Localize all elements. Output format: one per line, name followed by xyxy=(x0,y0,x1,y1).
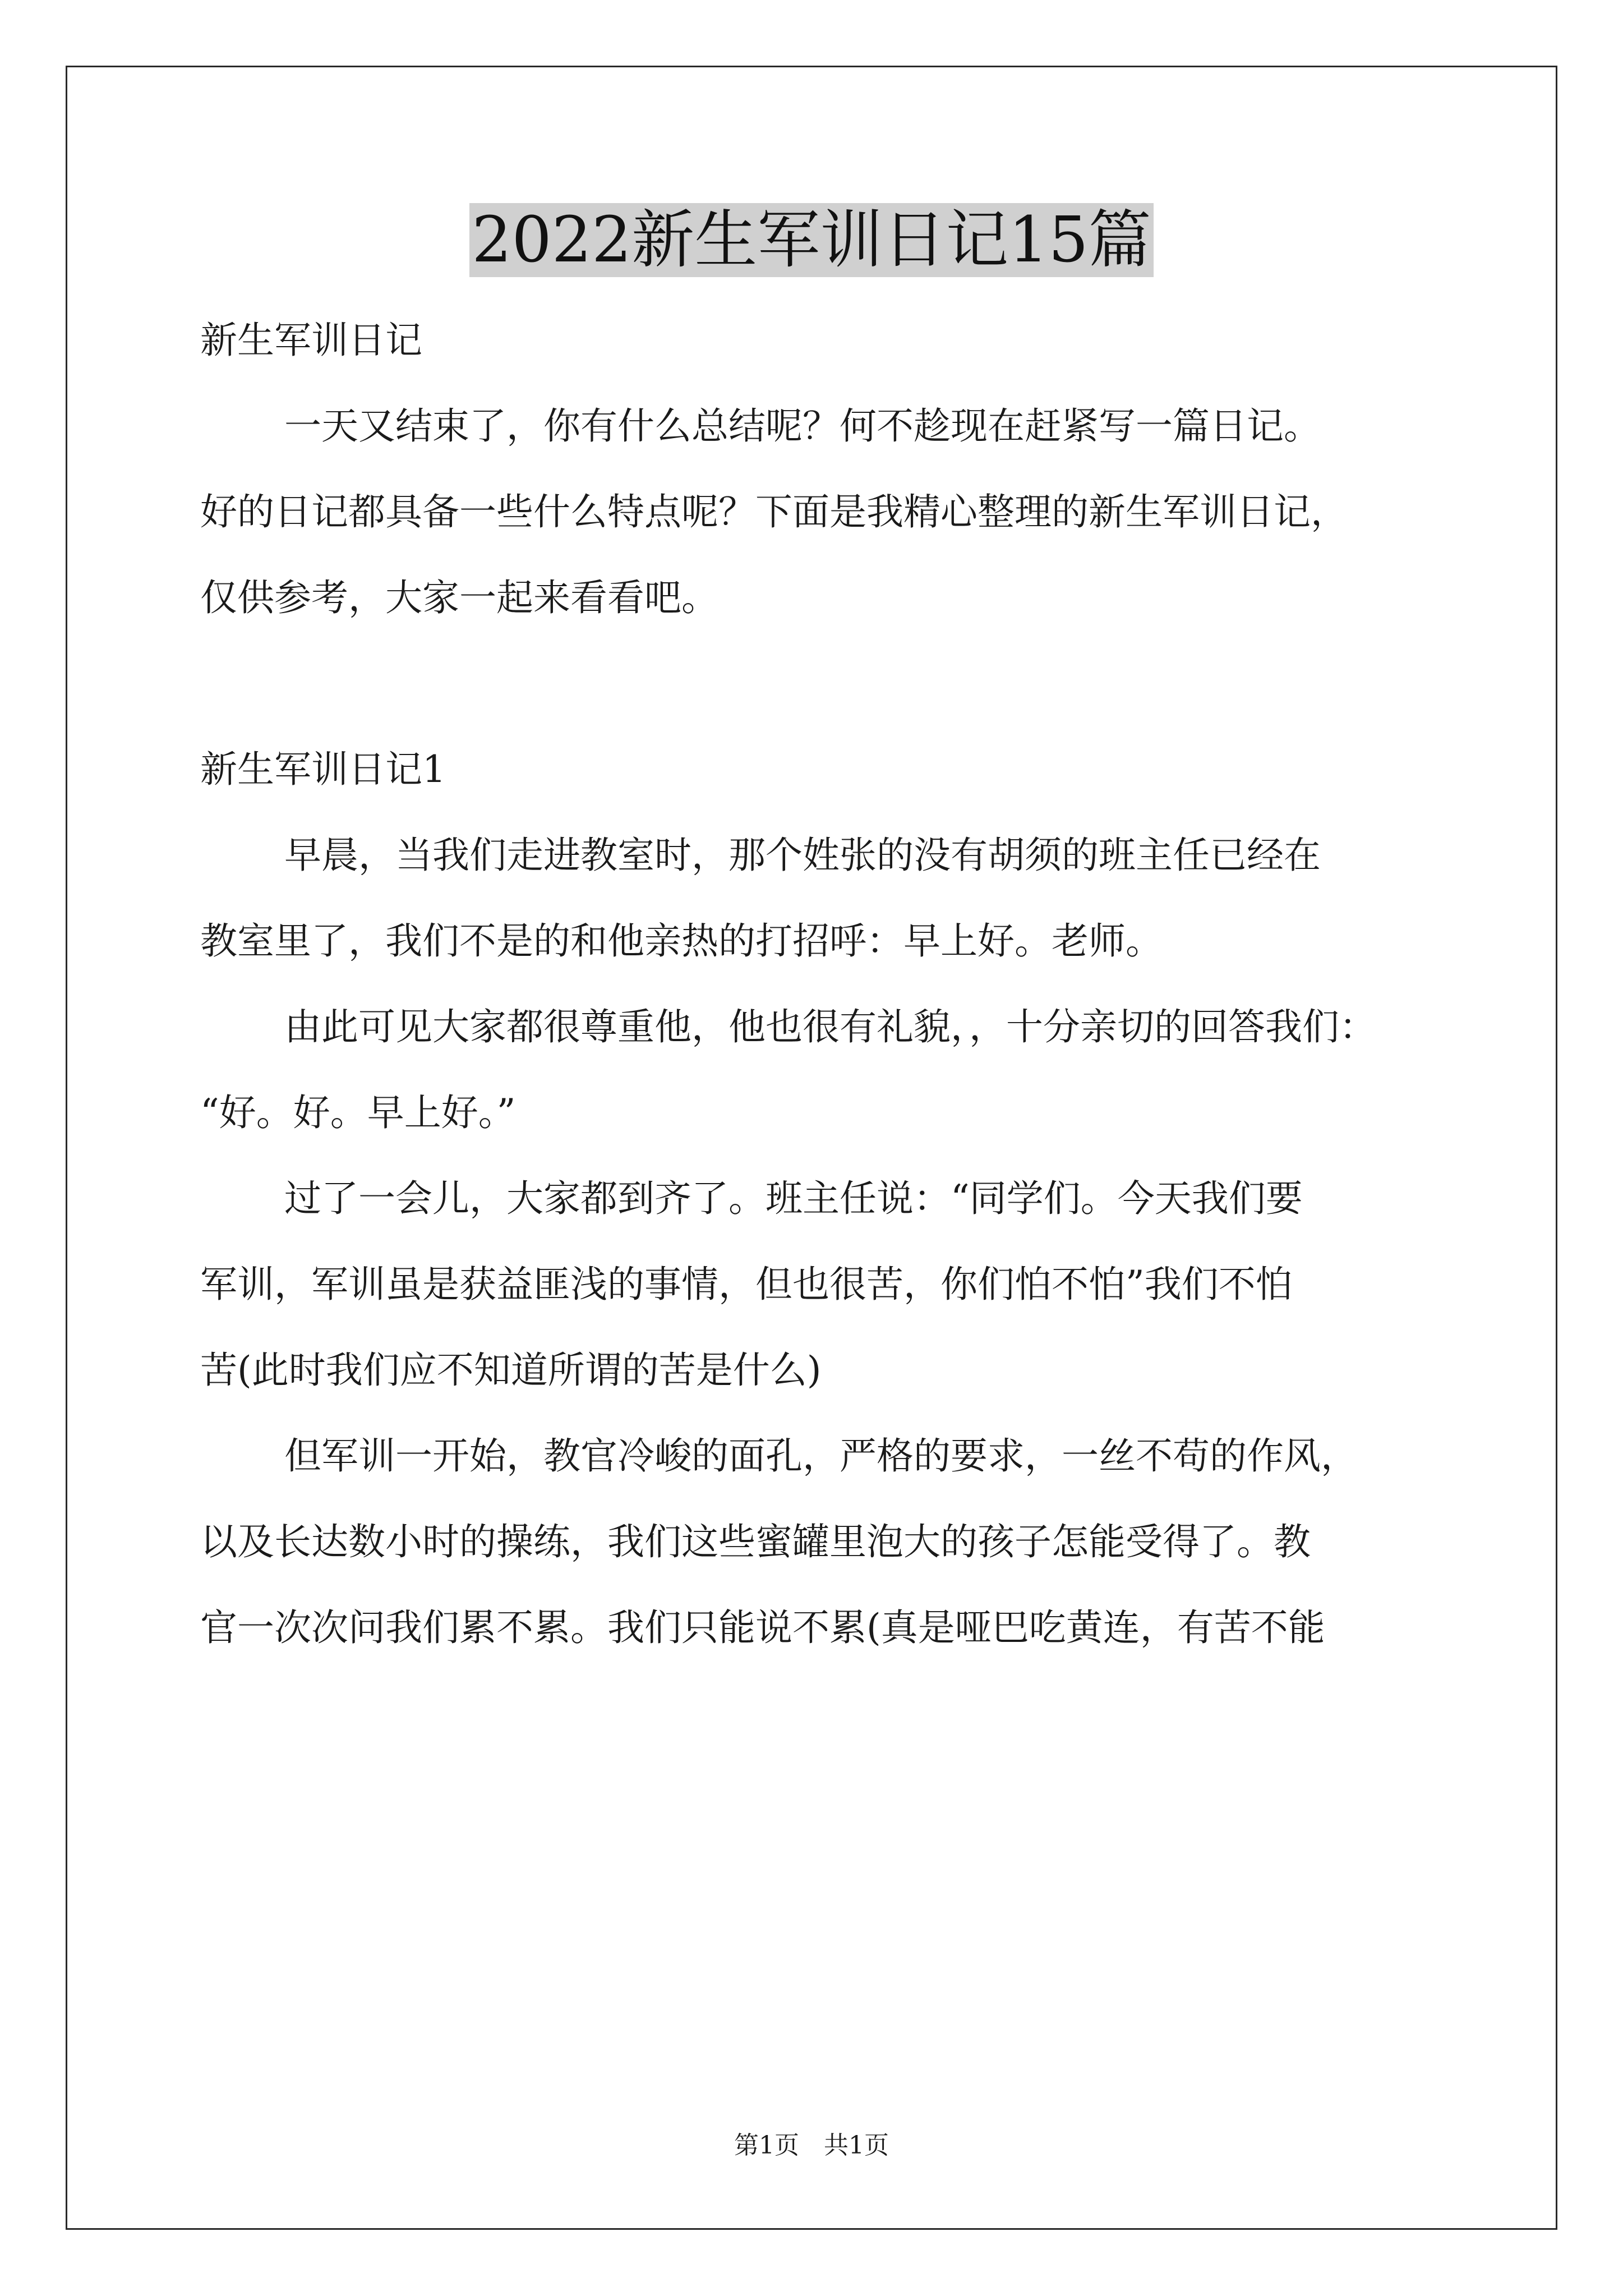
paragraph-line: 好的日记都具备一些什么特点呢？下面是我精心整理的新生军训日记， xyxy=(200,490,1348,533)
section-heading: 新生军训日记 xyxy=(200,319,422,362)
paragraph-line: 军训，军训虽是获益匪浅的事情，但也很苦，你们怕不怕”我们不怕 xyxy=(200,1263,1293,1306)
paragraph-line: “好。好。早上好。” xyxy=(200,1091,516,1134)
paragraph-line: 由此可见大家都很尊重他，他也很有礼貌，，十分亲切的回答我们： xyxy=(284,1005,1376,1048)
paragraph-line: 官一次次问我们累不累。我们只能说不累(真是哑巴吃黄连，有苦不能 xyxy=(200,1606,1325,1649)
paragraph-line: 仅供参考，大家一起来看看吧。 xyxy=(200,576,718,619)
document-body xyxy=(200,297,1434,1671)
section-heading: 新生军训日记1 xyxy=(200,748,446,791)
paragraph-line: 教室里了，我们不是的和他亲热的打招呼：早上好。老师。 xyxy=(200,919,1163,963)
paragraph-line: 一天又结束了，你有什么总结呢？何不趁现在赶紧写一篇日记。 xyxy=(284,404,1321,448)
blank-gap xyxy=(200,641,1434,726)
paragraph-line: 过了一会儿，大家都到齐了。班主任说：“同学们。今天我们要 xyxy=(284,1177,1303,1220)
page-footer: 第1页 共1页 xyxy=(734,2131,889,2160)
paragraph-line: 苦(此时我们应不知道所谓的苦是什么) xyxy=(200,1349,822,1392)
title-container xyxy=(0,203,1623,277)
paragraph-line: 早晨，当我们走进教室时，那个姓张的没有胡须的班主任已经在 xyxy=(284,834,1321,877)
paragraph-line: 但军训一开始，教官冷峻的面孔，严格的要求，一丝不苟的作风， xyxy=(284,1434,1358,1478)
paragraph-line: 以及长达数小时的操练，我们这些蜜罐里泡大的孩子怎能受得了。教 xyxy=(200,1520,1311,1563)
document-title: 2022新生军训日记15篇 xyxy=(469,203,1154,277)
